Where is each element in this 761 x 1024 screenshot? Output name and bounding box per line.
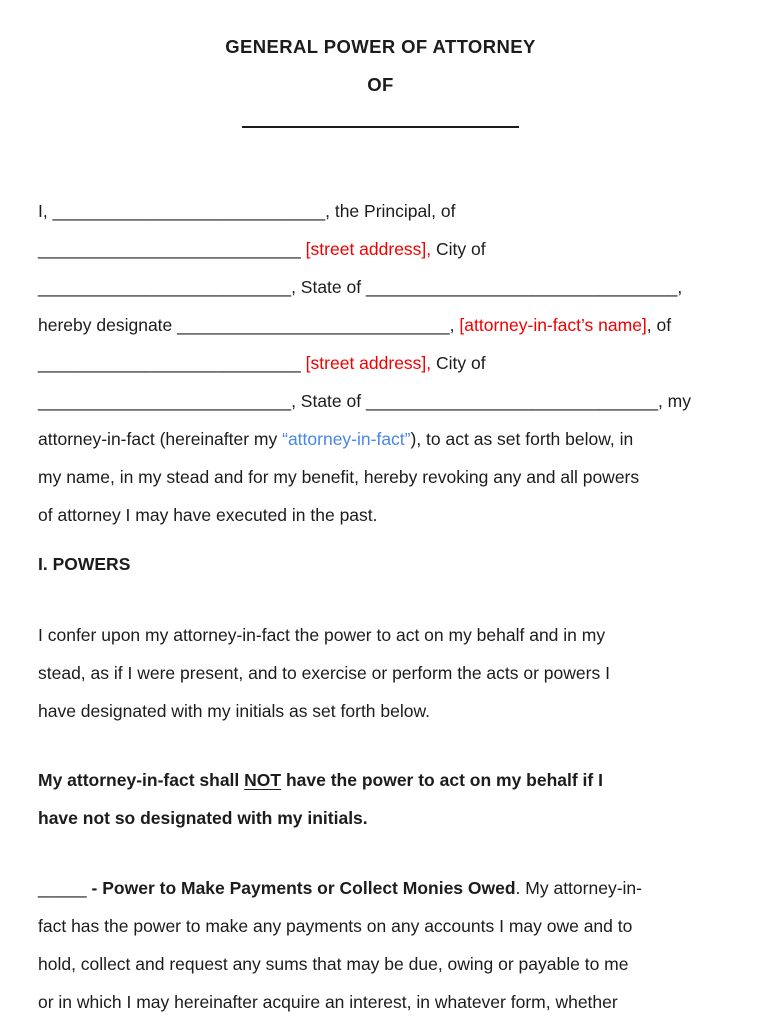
attorney-state-blank: ______________________________ xyxy=(365,391,658,411)
document-header xyxy=(0,28,761,128)
p1-line-1: I confer upon my attorney-in-fact the power to act on my behalf and in my xyxy=(38,625,606,645)
attorney-in-fact-term: “attorney-in-fact” xyxy=(282,429,411,449)
intro-l4-pre: hereby designate xyxy=(38,315,178,335)
principal-city-blank: __________________________ xyxy=(38,277,292,297)
attorney-city-blank: __________________________ xyxy=(38,391,292,411)
p2-l1-pre: My attorney-in-fact shall xyxy=(38,770,245,790)
document-title-of: OF xyxy=(367,74,394,95)
p2-line-2: have not so designated with my initials. xyxy=(38,808,368,828)
intro-l3-post: , xyxy=(677,277,683,297)
p3-l1-post: . My attorney-in- xyxy=(515,878,642,898)
initials-blank: _____ xyxy=(38,878,87,898)
name-blank-line xyxy=(242,104,519,128)
intro-line-6 xyxy=(38,382,743,420)
intro-l7-pre: attorney-in-fact (hereinafter my xyxy=(38,429,283,449)
intro-l4-sep: , xyxy=(449,315,460,335)
intro-l1-pre: I, xyxy=(38,201,53,221)
intro-line-9: of attorney I may have executed in the past. xyxy=(38,505,378,525)
principal-street-blank: ___________________________ xyxy=(38,239,301,259)
attorney-name-placeholder: [attorney-in-fact’s name] xyxy=(459,315,647,335)
street-address-placeholder-2: [street address], xyxy=(305,353,432,373)
intro-line-8: my name, in my stead and for my benefit, hereby revoking any and all powers xyxy=(38,467,640,487)
powers-paragraph-1 xyxy=(38,616,743,730)
intro-line-3 xyxy=(38,268,743,306)
p1-line-3: have designated with my initials as set forth below. xyxy=(38,701,431,721)
intro-l1-post: , the Principal, of xyxy=(325,201,456,221)
powers-paragraph-2 xyxy=(38,761,743,837)
powers-paragraph-3 xyxy=(38,869,743,1021)
p2-line-1 xyxy=(38,761,743,799)
attorney-street-blank: ___________________________ xyxy=(38,353,301,373)
power-clause-title: - Power to Make Payments or Collect Monies Owed xyxy=(91,878,516,898)
p3-line-1 xyxy=(38,869,743,907)
powers-heading: I. POWERS xyxy=(38,554,131,574)
intro-line-4 xyxy=(38,306,743,344)
p3-line-3: hold, collect and request any sums that may be due, owing or payable to me xyxy=(38,954,629,974)
principal-name-blank: ____________________________ xyxy=(52,201,326,221)
powers-section xyxy=(38,545,743,583)
intro-l7-post: ), to act as set forth below, in xyxy=(410,429,634,449)
p3-line-4: or in which I may hereinafter acquire an interest, in whatever form, whether xyxy=(38,992,618,1012)
intro-line-1 xyxy=(38,192,743,230)
p3-line-2: fact has the power to make any payments on any accounts I may owe and to xyxy=(38,916,633,936)
intro-l2-post: City of xyxy=(431,239,486,259)
intro-line-5 xyxy=(38,344,743,382)
intro-l3-mid: , State of xyxy=(291,277,366,297)
street-address-placeholder: [street address], xyxy=(305,239,432,259)
attorney-name-blank: ____________________________ xyxy=(177,315,450,335)
intro-line-2 xyxy=(38,230,743,268)
intro-l4-post: , of xyxy=(646,315,672,335)
intro-paragraph xyxy=(38,192,743,534)
intro-l6-mid: , State of xyxy=(291,391,366,411)
intro-line-7 xyxy=(38,420,743,458)
not-emphasis: NOT xyxy=(244,770,282,790)
document-title: GENERAL POWER OF ATTORNEY xyxy=(225,36,536,57)
intro-l6-post: , my xyxy=(657,391,692,411)
p1-line-2: stead, as if I were present, and to exercise or perform the acts or powers I xyxy=(38,663,610,683)
intro-l5-post: City of xyxy=(431,353,486,373)
principal-state-blank: ________________________________ xyxy=(365,277,678,297)
p2-l1-post: have the power to act on my behalf if I xyxy=(281,770,603,790)
